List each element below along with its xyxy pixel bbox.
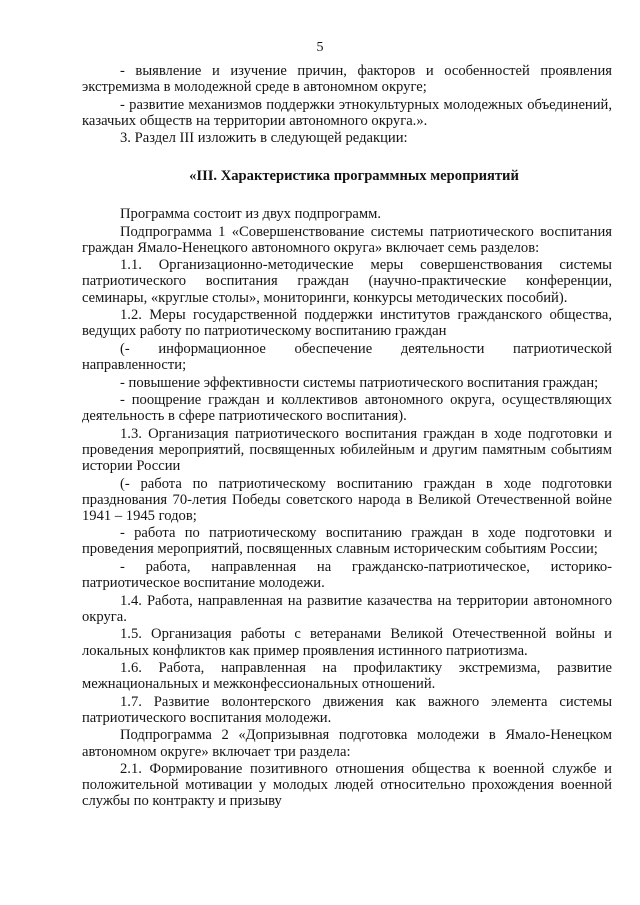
paragraph: 2.1. Формирование позитивного отношения общества к военной службе и положительной мотивации у молодых людей относительно прохождения военной службы по контракту и призыву bbox=[82, 761, 612, 810]
paragraph: - работа по патриотическому воспитанию граждан в ходе подготовки и проведения мероприятий, посвященных славным историческим событиям России; bbox=[82, 525, 612, 558]
paragraph: - работа, направленная на гражданско-патриотическое, историко-патриотическое воспитание молодежи. bbox=[82, 559, 612, 592]
paragraph: (- информационное обеспечение деятельности патриотической направленности; bbox=[82, 340, 612, 373]
paragraph: Подпрограмма 1 «Совершенствование системы патриотического воспитания граждан Ямало-Ненецкого автономного округа» включает семь разделов: bbox=[82, 223, 612, 256]
paragraph: - повышение эффективности системы патриотического воспитания граждан; bbox=[120, 374, 599, 391]
paragraph: Программа состоит из двух подпрограмм. bbox=[120, 206, 381, 223]
paragraph: 1.6. Работа, направленная на профилактику экстремизма, развитие межнациональных и межконфессиональных отношений. bbox=[82, 660, 612, 693]
paragraph: 1.5. Организация работы с ветеранами Великой Отечественной войны и локальных конфликтов как пример проявления истинного патриотизма. bbox=[82, 626, 612, 659]
paragraph: - выявление и изучение причин, факторов и особенностей проявления экстремизма в молодежной среде в автономном округе; bbox=[82, 63, 612, 96]
paragraph: 1.1. Организационно-методические меры совершенствования системы патриотического воспитания граждан (научно-практические конференции, семинары, «круглые столы», мониторинги, конкурсы методических пособий). bbox=[82, 257, 612, 306]
paragraph: 1.4. Работа, направленная на развитие казачества на территории автономного округа. bbox=[82, 592, 612, 625]
paragraph: - поощрение граждан и коллективов автономного округа, осуществляющих деятельность в сфере патриотического воспитания). bbox=[82, 392, 612, 425]
paragraph: 1.7. Развитие волонтерского движения как важного элемента системы патриотического воспитания молодежи. bbox=[82, 693, 612, 726]
paragraph: Подпрограмма 2 «Допризывная подготовка молодежи в Ямало-Ненецком автономном округе» включает три раздела: bbox=[82, 727, 612, 760]
section-heading: «III. Характеристика программных мероприятий bbox=[189, 167, 519, 184]
page-number: 5 bbox=[316, 40, 324, 55]
paragraph: 1.2. Меры государственной поддержки институтов гражданского общества, ведущих работу по патриотическому воспитанию граждан bbox=[82, 307, 612, 340]
paragraph: (- работа по патриотическому воспитанию граждан в ходе подготовки празднования 70-летия Победы советского народа в Великой Отечественной войне 1941 – 1945 годов; bbox=[82, 475, 612, 524]
document-body bbox=[82, 63, 612, 811]
paragraph: 3. Раздел III изложить в следующей редакции: bbox=[120, 130, 408, 147]
paragraph: 1.3. Организация патриотического воспитания граждан в ходе подготовки и проведения мероприятий, посвященных юбилейным и другим памятным событиям истории России bbox=[82, 425, 612, 474]
section-spacer bbox=[82, 148, 612, 168]
paragraph: - развитие механизмов поддержки этнокультурных молодежных объединений, казачьих обществ на территории автономного округа.». bbox=[82, 96, 612, 129]
